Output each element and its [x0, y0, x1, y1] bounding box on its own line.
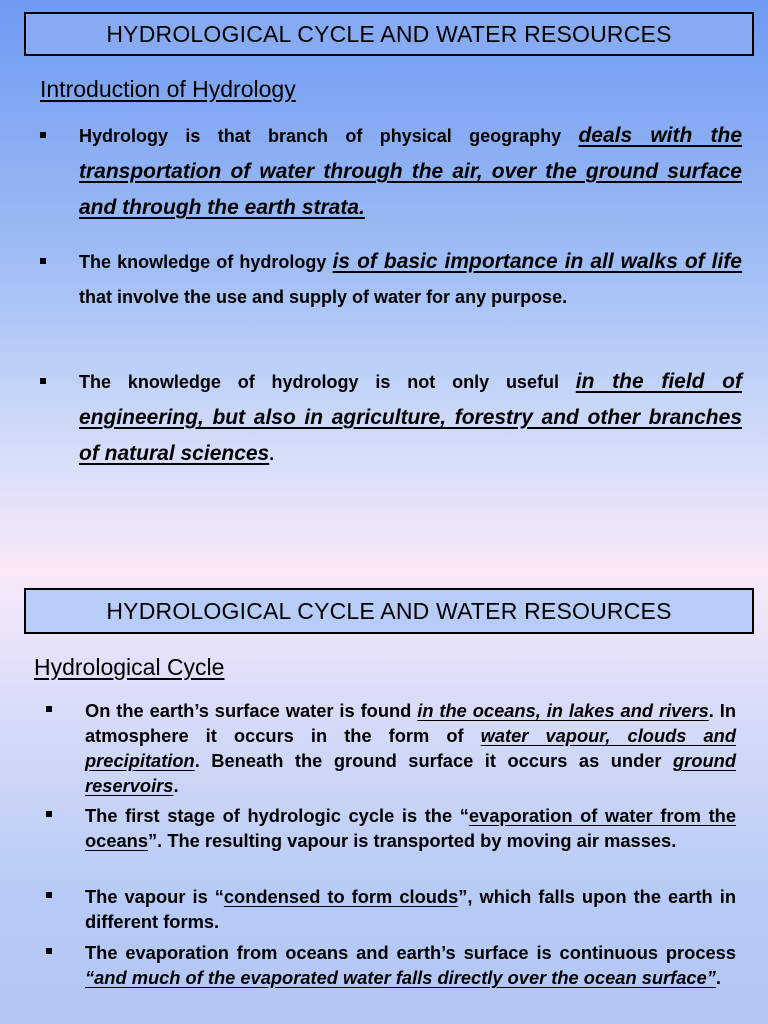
- square-bullet-icon: [40, 132, 46, 138]
- highlight-text: deals with the transportation of water through the air, over the ground surface and through the earth strata.: [79, 124, 742, 219]
- square-bullet-icon: [46, 706, 52, 712]
- section-heading: Hydrological Cycle: [34, 654, 225, 680]
- bullet-item: [40, 364, 742, 472]
- bullet-text: The knowledge of hydrology is not only useful in the field of engineering, but also in agriculture, forestry and other branches of natural sciences.: [79, 370, 742, 465]
- slide-hydrological-cycle: [0, 576, 768, 1024]
- bullet-text: The evaporation from oceans and earth’s surface is continuous process “and much of the evaporated water falls directly over the ocean surface”.: [85, 942, 736, 988]
- highlight-text: in the oceans, in lakes and rivers: [417, 700, 709, 721]
- highlight-text: in the field of engineering, but also in agriculture, forestry and other branches of natural sciences: [79, 370, 742, 465]
- highlight-text: ground reservoirs: [85, 750, 736, 796]
- bullet-text: The knowledge of hydrology is of basic importance in all walks of life that involve the use and supply of water for any purpose.: [79, 250, 742, 307]
- underlined-text: evaporation of water from the oceans: [85, 805, 736, 851]
- bullet-item: [40, 244, 742, 315]
- bullet-text: The vapour is “condensed to form clouds”, which falls upon the earth in different forms.: [85, 886, 736, 932]
- highlight-text: water vapour, clouds and precipitation: [85, 725, 737, 771]
- square-bullet-icon: [46, 811, 52, 817]
- section-heading: Introduction of Hydrology: [40, 76, 296, 102]
- bullet-item: [46, 884, 736, 934]
- bullet-item: [46, 940, 736, 990]
- square-bullet-icon: [46, 948, 52, 954]
- bullet-item: [46, 698, 736, 798]
- bullet-text: The first stage of hydrologic cycle is the “evaporation of water from the oceans”. The resulting vapour is transported by moving air masses.: [85, 805, 736, 851]
- slide-title: HYDROLOGICAL CYCLE AND WATER RESOURCES: [24, 12, 754, 56]
- square-bullet-icon: [40, 258, 46, 264]
- bullet-item: [46, 803, 736, 853]
- bullet-text: Hydrology is that branch of physical geography deals with the transportation of water through the air, over the ground surface and through the earth strata.: [79, 124, 742, 219]
- underlined-text: condensed to form clouds: [223, 886, 459, 907]
- square-bullet-icon: [46, 892, 52, 898]
- highlight-text: is of basic importance in all walks of life: [332, 250, 742, 273]
- highlight-text: “and much of the evaporated water falls directly over the ocean surface”: [85, 967, 716, 988]
- bullet-text: On the earth’s surface water is found in the oceans, in lakes and rivers. In atmosphere it occurs in the form of water vapour, clouds and precipitation. Beneath the ground surface it occurs as under ground reservoirs.: [85, 700, 737, 796]
- slide-title: HYDROLOGICAL CYCLE AND WATER RESOURCES: [24, 588, 754, 634]
- bullet-item: [40, 118, 742, 226]
- square-bullet-icon: [40, 378, 46, 384]
